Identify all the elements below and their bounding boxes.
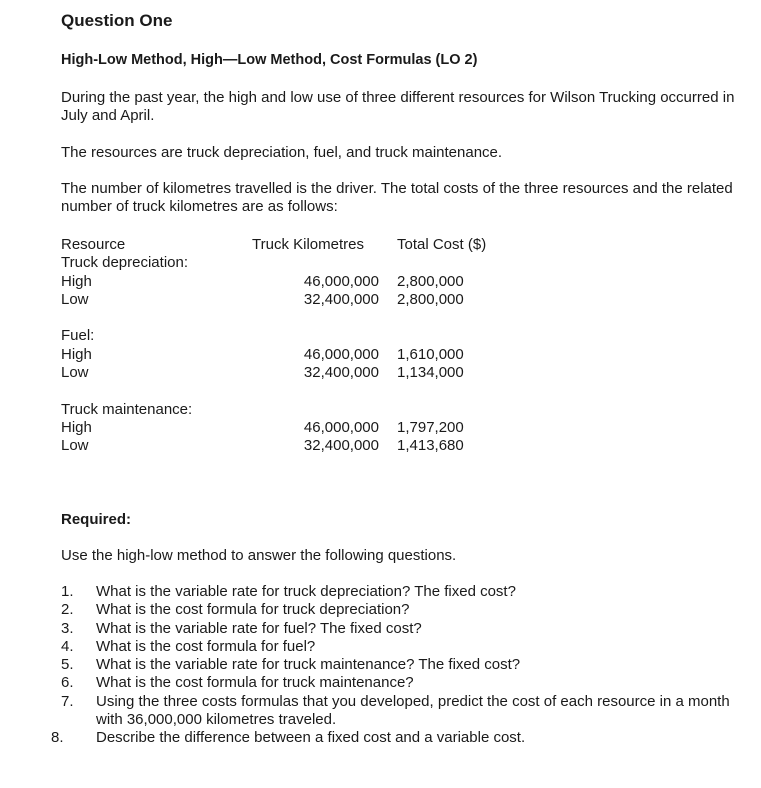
table-row xyxy=(61,419,531,437)
row-cost: 2,800,000 xyxy=(397,272,464,290)
resources-paragraph: The resources are truck depreciation, fuel, and truck maintenance. xyxy=(61,144,503,161)
list-item xyxy=(51,638,731,656)
intro-paragraph: During the past year, the high and low use of three different resources for Wilson Trucking occurred in July and April. xyxy=(61,89,735,124)
row-kilometres: 46,000,000 xyxy=(303,345,379,363)
table-header-row xyxy=(61,236,531,254)
row-kilometres: 32,400,000 xyxy=(303,364,379,382)
row-kilometres: 32,400,000 xyxy=(303,290,379,308)
group-heading-fuel xyxy=(61,327,531,345)
table-row xyxy=(61,437,531,455)
question-title: Question One xyxy=(61,11,173,30)
list-item xyxy=(51,674,731,692)
table-row xyxy=(61,273,531,291)
question-number: 6. xyxy=(61,674,74,692)
table-row xyxy=(61,291,531,309)
question-number: 8. xyxy=(51,729,64,747)
question-number: 2. xyxy=(61,601,74,619)
group-heading-truck-depreciation xyxy=(61,254,531,272)
row-kilometres: 32,400,000 xyxy=(303,437,379,455)
row-cost: 1,134,000 xyxy=(397,364,464,382)
table-row xyxy=(61,346,531,364)
row-cost: 1,413,680 xyxy=(397,437,464,455)
row-kilometres: 46,000,000 xyxy=(303,272,379,290)
question-text: What is the variable rate for fuel? The fixed cost? xyxy=(96,619,422,637)
question-text: What is the cost formula for fuel? xyxy=(96,637,316,655)
group-label: Fuel: xyxy=(61,327,95,345)
row-cost: 1,610,000 xyxy=(397,345,464,363)
question-number: 5. xyxy=(61,656,74,674)
list-item xyxy=(51,601,731,619)
header-total-cost: Total Cost ($) xyxy=(397,236,487,253)
row-label: Low xyxy=(61,364,89,382)
list-item xyxy=(51,729,731,747)
header-truck-kilometres: Truck Kilometres xyxy=(252,236,364,253)
question-text: What is the cost formula for truck maintenance? xyxy=(96,674,414,692)
question-text: What is the variable rate for truck depreciation? The fixed cost? xyxy=(96,583,516,600)
question-number: 4. xyxy=(61,637,74,655)
instruction-text: Use the high-low method to answer the following questions. xyxy=(61,547,457,564)
question-subtitle: High-Low Method, High—Low Method, Cost Formulas (LO 2) xyxy=(61,52,478,68)
row-label: High xyxy=(61,418,92,436)
list-item xyxy=(51,583,731,601)
row-label: Low xyxy=(61,290,89,308)
row-label: Low xyxy=(61,437,89,455)
question-text: What is the cost formula for truck depreciation? xyxy=(96,601,410,619)
row-kilometres: 46,000,000 xyxy=(303,418,379,436)
question-number: 1. xyxy=(61,583,74,600)
question-text: Using the three costs formulas that you developed, predict the cost of each resource in a month with 36,000,000 kilometres traveled. xyxy=(96,692,730,729)
question-number: 7. xyxy=(61,692,74,710)
list-item xyxy=(51,693,731,730)
required-heading: Required: xyxy=(61,511,132,528)
question-list xyxy=(51,583,731,748)
question-text: Describe the difference between a fixed cost and a variable cost. xyxy=(96,729,526,747)
row-label: High xyxy=(61,272,92,290)
table-row xyxy=(61,364,531,382)
header-resource: Resource xyxy=(61,236,126,253)
row-cost: 2,800,000 xyxy=(397,290,464,308)
cost-table xyxy=(61,236,531,456)
row-label: High xyxy=(61,345,92,363)
group-label: Truck maintenance: xyxy=(61,400,193,418)
question-number: 3. xyxy=(61,619,74,637)
row-cost: 1,797,200 xyxy=(397,418,464,436)
group-label: Truck depreciation: xyxy=(61,254,189,272)
list-item xyxy=(51,620,731,638)
question-text: What is the variable rate for truck maintenance? The fixed cost? xyxy=(96,656,521,674)
list-item xyxy=(51,656,731,674)
group-heading-truck-maintenance xyxy=(61,401,531,419)
driver-paragraph: The number of kilometres travelled is the driver. The total costs of the three resources and the related number of truck kilometres are as follows: xyxy=(61,180,733,215)
